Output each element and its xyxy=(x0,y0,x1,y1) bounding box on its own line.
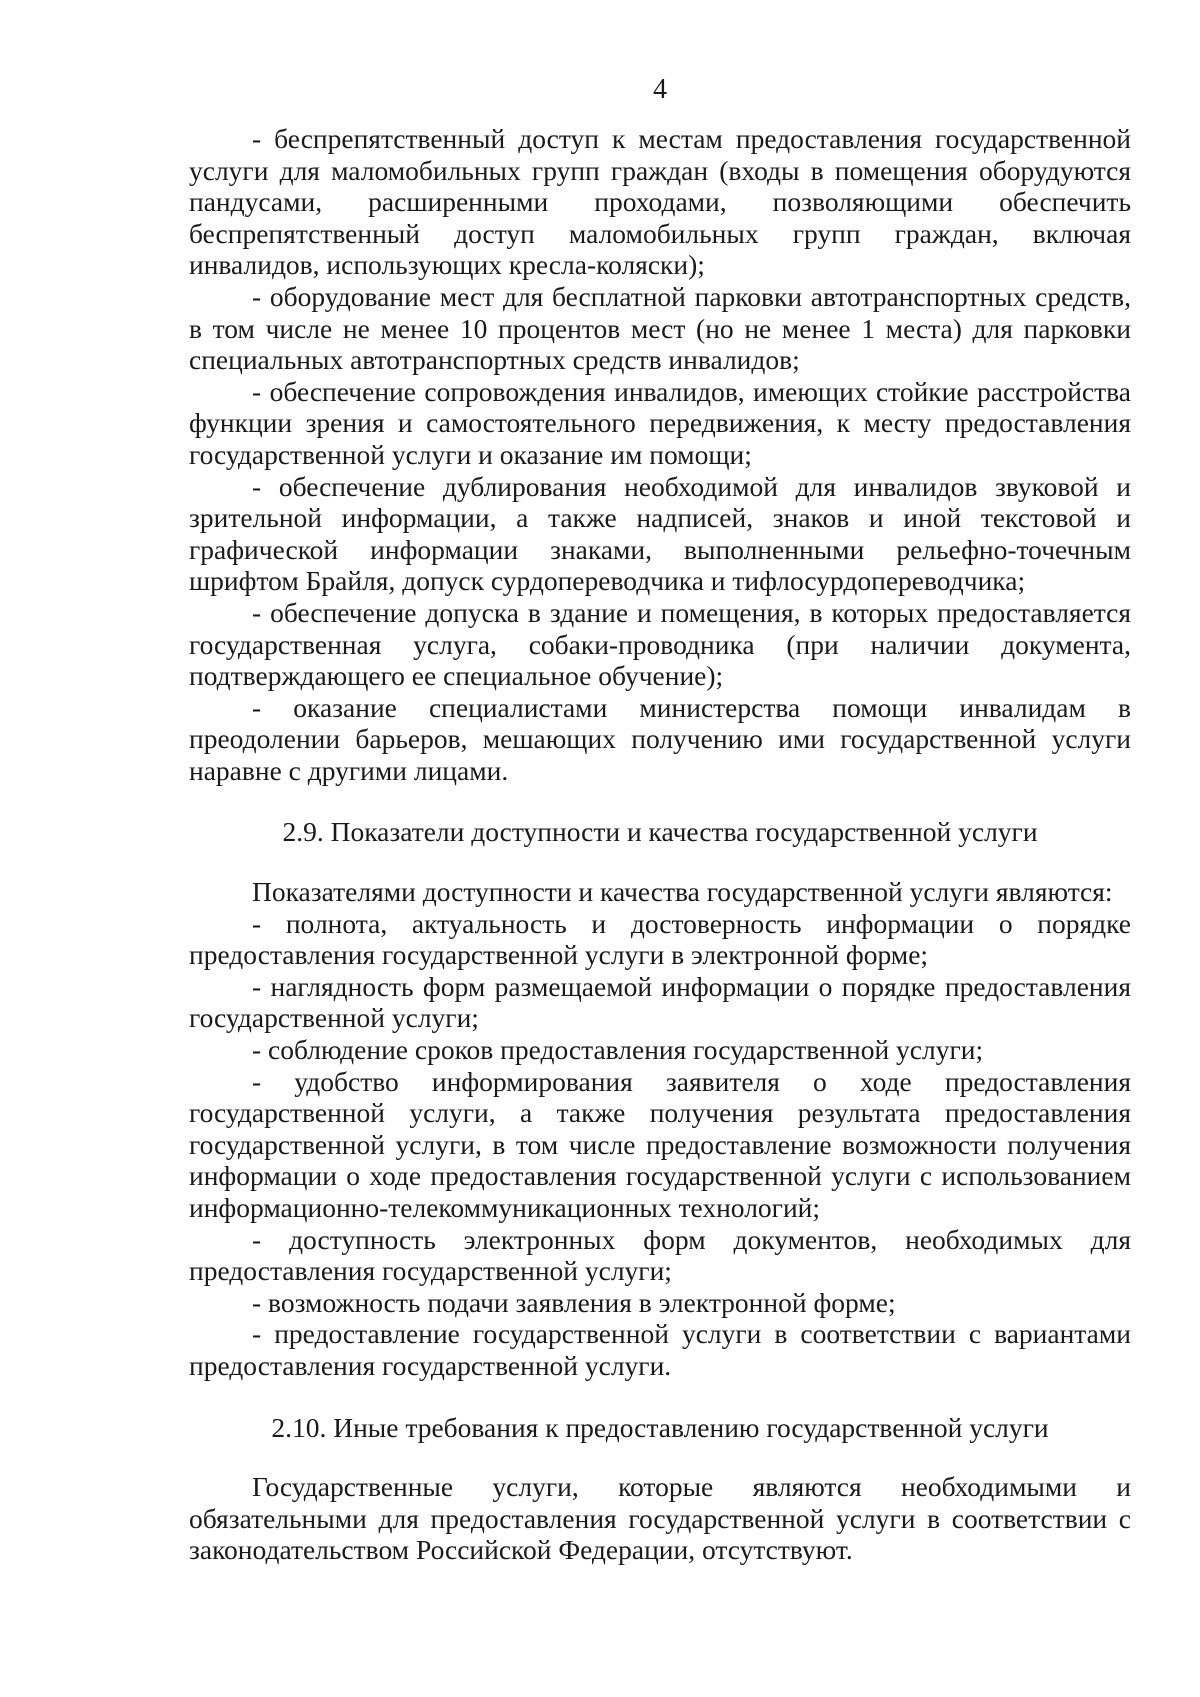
paragraph-duplication: - обеспечение дублирования необходимой для инвалидов звуковой и зрительной информации, а также надписей, знаков и иной текстовой и графической информации знаками, выполненными рельефно-точечным шрифтом Брайля, допуск сурдопереводчика и тифлосурдопереводчика; xyxy=(189,470,1131,597)
paragraph-no-required-services: Государственные услуги, которые являются необходимыми и обязательными для предоставления государственной услуги в соответствии с законодательством Российской Федерации, отсутствуют. xyxy=(189,1471,1131,1566)
paragraph-completeness: - полнота, актуальность и достоверность информации о порядке предоставления государственной услуги в электронной форме; xyxy=(189,907,1131,971)
paragraph-escort: - обеспечение сопровождения инвалидов, имеющих стойкие расстройства функции зрения и самостоятельного передвижения, к месту предоставления государственной услуги и оказание им помощи; xyxy=(189,375,1131,470)
paragraph-electronic-application: - возможность подачи заявления в электронной форме; xyxy=(252,1286,896,1318)
paragraph-deadlines: - соблюдение сроков предоставления государственной услуги; xyxy=(252,1034,984,1066)
paragraph-parking: - оборудование мест для бесплатной парковки автотранспортных средств, в том числе не менее 10 процентов мест (но не менее 1 места) для парковки специальных автотранспортных средств инвалидов; xyxy=(189,280,1131,376)
paragraph-barrier-free-access: - беспрепятственный доступ к местам предоставления государственной услуги для маломобильных групп граждан (входы в помещения оборудуются пандусами, расширенными проходами, позволяющими обеспечить беспрепятственный доступ маломобильных групп граждан, включая инвалидов, использующих кресла-коляски); xyxy=(189,123,1131,281)
paragraph-assistance: - оказание специалистами министерства помощи инвалидам в преодолении барьеров, мешающих получению ими государственной услуги наравне с другими лицами. xyxy=(189,691,1131,786)
accessibility-requirements-list xyxy=(189,123,1131,786)
paragraph-indicators-intro: Показателями доступности и качества государственной услуги являются: xyxy=(252,876,1113,908)
paragraph-variants: - предоставление государственной услуги в соответствии с вариантами предоставления государственной услуги. xyxy=(189,1318,1131,1381)
section-heading-2-10: 2.10. Иные требования к предоставлению государственной услуги xyxy=(271,1411,1049,1443)
section-heading-2-9: 2.9. Показатели доступности и качества государственной услуги xyxy=(282,816,1038,848)
page-number: 4 xyxy=(653,74,667,105)
paragraph-electronic-forms: - доступность электронных форм документов, необходимых для предоставления государственной услуги; xyxy=(189,1223,1131,1287)
paragraph-guide-dog: - обеспечение допуска в здание и помещения, в которых предоставляется государственная услуга, собаки-проводника (при наличии документа, подтверждающего ее специальное обучение); xyxy=(189,596,1131,692)
paragraph-informing: - удобство информирования заявителя о ходе предоставления государственной услуги, а также получения результата предоставления государственной услуги, в том числе предоставление возможности получения информации о ходе предоставления государственной услуги с использованием информационно-телекоммуникационных технологий; xyxy=(189,1065,1131,1223)
document-body xyxy=(189,123,1131,1566)
paragraph-clarity: - наглядность форм размещаемой информации о порядке предоставления государственной услуги; xyxy=(189,970,1131,1034)
other-requirements xyxy=(189,1471,1131,1566)
quality-indicators-list xyxy=(189,876,1131,1382)
